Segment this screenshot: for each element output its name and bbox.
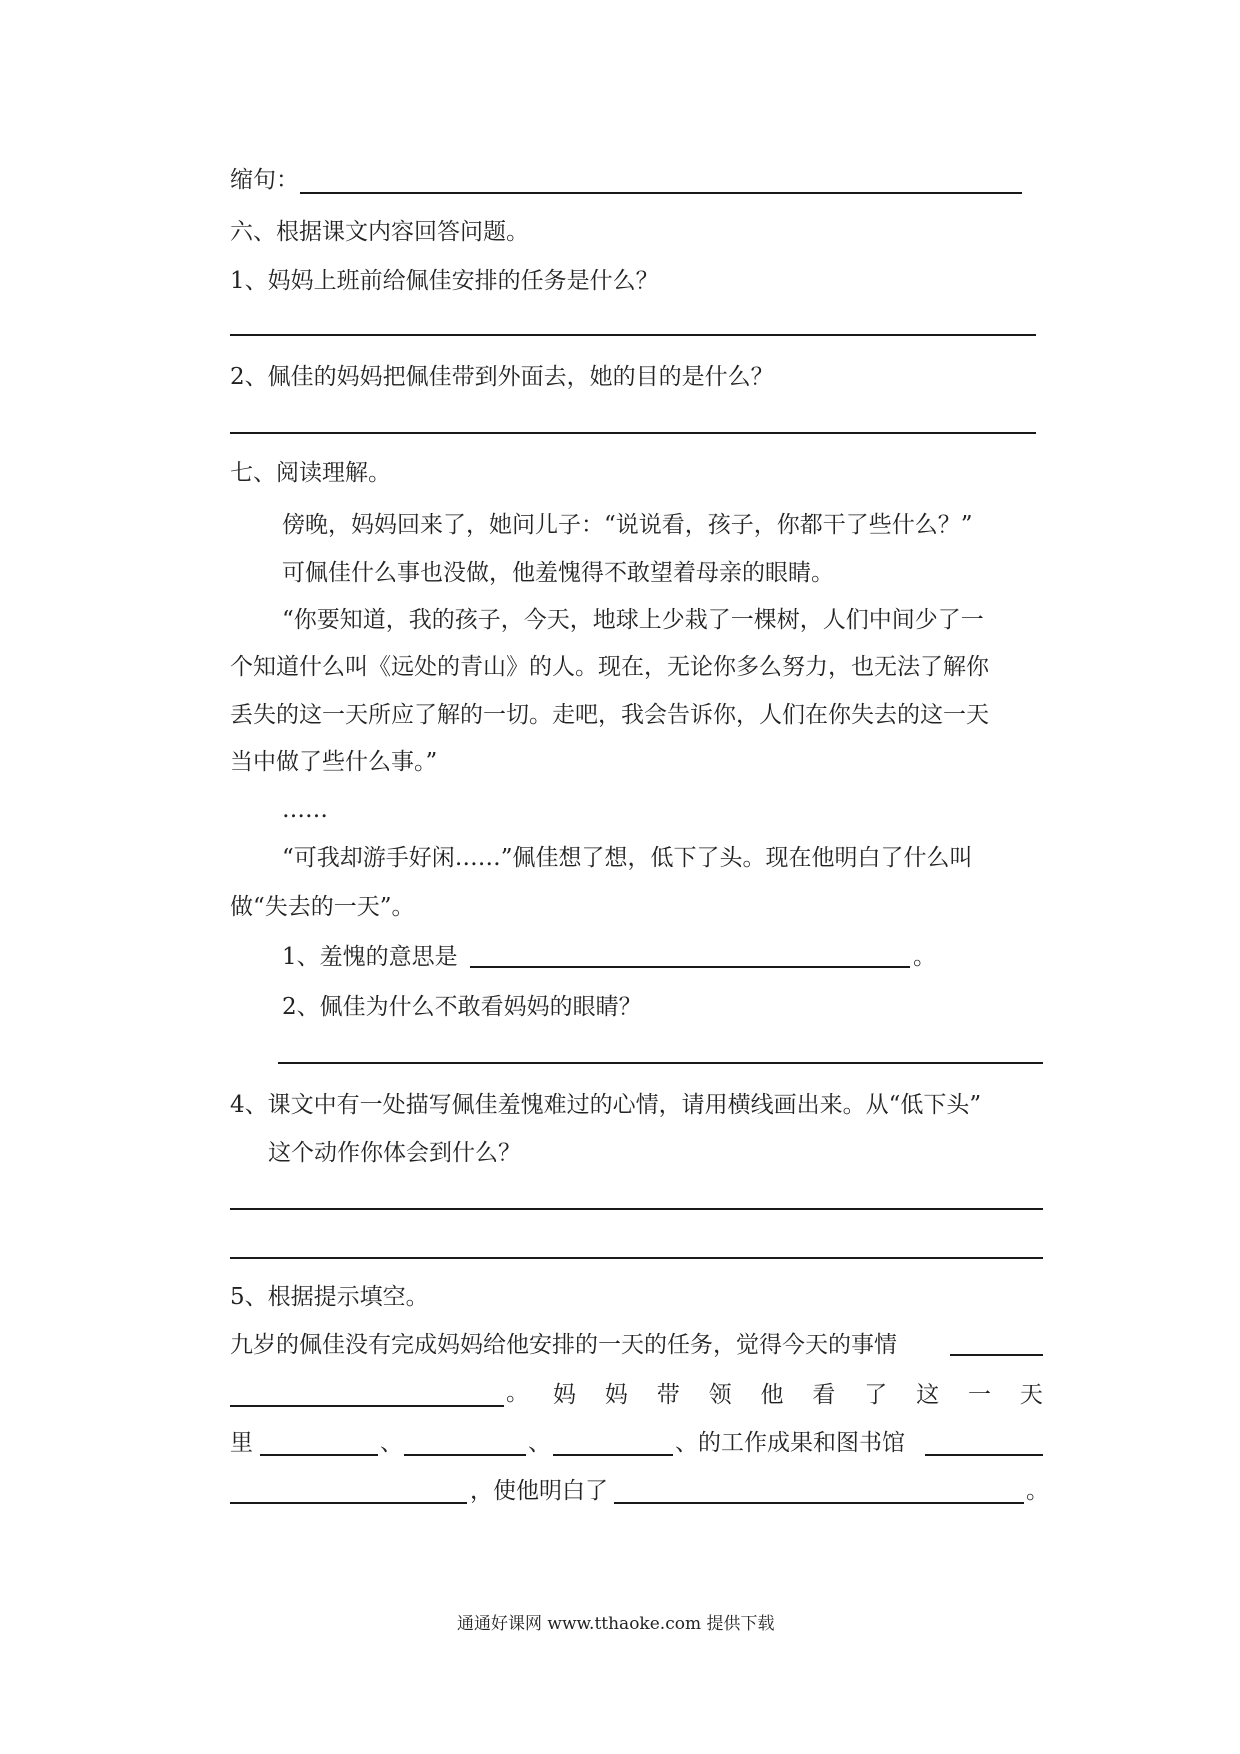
section7-answer-line-2[interactable]	[278, 1062, 1043, 1064]
question-5-line-4-text: ，使他明白了	[470, 1478, 608, 1504]
question-5-blank-3[interactable]	[260, 1454, 378, 1456]
section6-answer-line-2[interactable]	[230, 432, 1036, 434]
passage-paragraph-1: 傍晚，妈妈回来了，她问儿子：“说说看，孩子，你都干了些什么？”	[282, 512, 973, 538]
section7-question-2: 2、佩佳为什么不敢看妈妈的眼睛？	[282, 994, 642, 1020]
question-5-blank-6[interactable]	[925, 1454, 1043, 1456]
question-5-line-3-sep-1: 、	[380, 1430, 403, 1456]
question-5-line-3-start: 里	[230, 1430, 253, 1456]
passage-paragraph-4-line-2: 做“失去的一天”。	[230, 894, 415, 920]
passage-paragraph-3-line-1: “你要知道，我的孩子，今天，地球上少栽了一棵树，人们中间少了一	[282, 607, 984, 633]
question-5-blank-2[interactable]	[230, 1405, 504, 1407]
question-5-blank-4[interactable]	[404, 1454, 526, 1456]
section6-question-1: 1、妈妈上班前给佩佳安排的任务是什么？	[230, 268, 659, 294]
section6-answer-line-1[interactable]	[230, 334, 1036, 336]
question-5-blank-5[interactable]	[553, 1454, 673, 1456]
question-4-answer-line-1[interactable]	[230, 1208, 1043, 1210]
char: 一	[968, 1382, 991, 1408]
section7-question-1: 1、羞愧的意思是	[282, 944, 458, 970]
passage-paragraph-3-line-2: 个知道什么叫《远处的青山》的人。现在，无论你多么努力，也无法了解你	[230, 654, 989, 680]
section6-question-2: 2、佩佳的妈妈把佩佳带到外面去，她的目的是什么？	[230, 364, 774, 390]
question-5-line-3-end: 、的工作成果和图书馆	[675, 1430, 905, 1456]
question-5-blank-7[interactable]	[230, 1502, 467, 1504]
question-5-heading: 5、根据提示填空。	[230, 1284, 429, 1310]
char: 领	[708, 1382, 732, 1408]
shrink-answer-line[interactable]	[300, 192, 1022, 194]
section7-question-1-end: 。	[913, 944, 936, 970]
section6-heading: 六、根据课文内容回答问题。	[230, 219, 529, 245]
char: 带	[656, 1382, 680, 1408]
passage-paragraph-3-line-3: 丢失的这一天所应了解的一切。走吧，我会告诉你，人们在你失去的这一天	[230, 702, 989, 728]
passage-paragraph-4-line-1: “可我却游手好闲……”佩佳想了想，低下了头。现在他明白了什么叫	[282, 845, 973, 871]
section7-question-1-blank[interactable]	[470, 966, 910, 968]
question-5-blank-1[interactable]	[950, 1354, 1043, 1356]
char: 这	[916, 1382, 940, 1408]
section7-heading: 七、阅读理解。	[230, 460, 391, 486]
question-5-blank-8[interactable]	[614, 1502, 1024, 1504]
question-4-line-2: 这个动作你体会到什么？	[268, 1140, 521, 1166]
passage-paragraph-2: 可佩佳什么事也没做，他羞愧得不敢望着母亲的眼睛。	[282, 560, 834, 586]
question-5-line-2-punct: 。	[506, 1380, 529, 1406]
char: 了	[864, 1382, 888, 1408]
passage-ellipsis: ……	[282, 797, 328, 823]
question-5-line-4-end: 。	[1026, 1478, 1049, 1504]
shrink-label: 缩句：	[230, 167, 299, 193]
question-4-line-1: 4、课文中有一处描写佩佳羞愧难过的心情，请用横线画出来。从“低下头”	[230, 1092, 982, 1118]
footer-source: 通通好课网 www.tthaoke.com 提供下载	[457, 1614, 775, 1634]
char: 他	[760, 1382, 784, 1408]
char: 看	[812, 1382, 836, 1408]
passage-paragraph-3-line-4: 当中做了些什么事。”	[230, 749, 438, 775]
char: 妈	[553, 1382, 576, 1408]
question-5-line-3-sep-2: 、	[528, 1430, 551, 1456]
question-5-line-1: 九岁的佩佳没有完成妈妈给他安排的一天的任务，觉得今天的事情	[230, 1332, 897, 1358]
char: 天	[1019, 1382, 1043, 1408]
question-4-answer-line-2[interactable]	[230, 1257, 1043, 1259]
char: 妈	[604, 1382, 628, 1408]
question-5-line-2-text	[553, 1380, 1043, 1410]
